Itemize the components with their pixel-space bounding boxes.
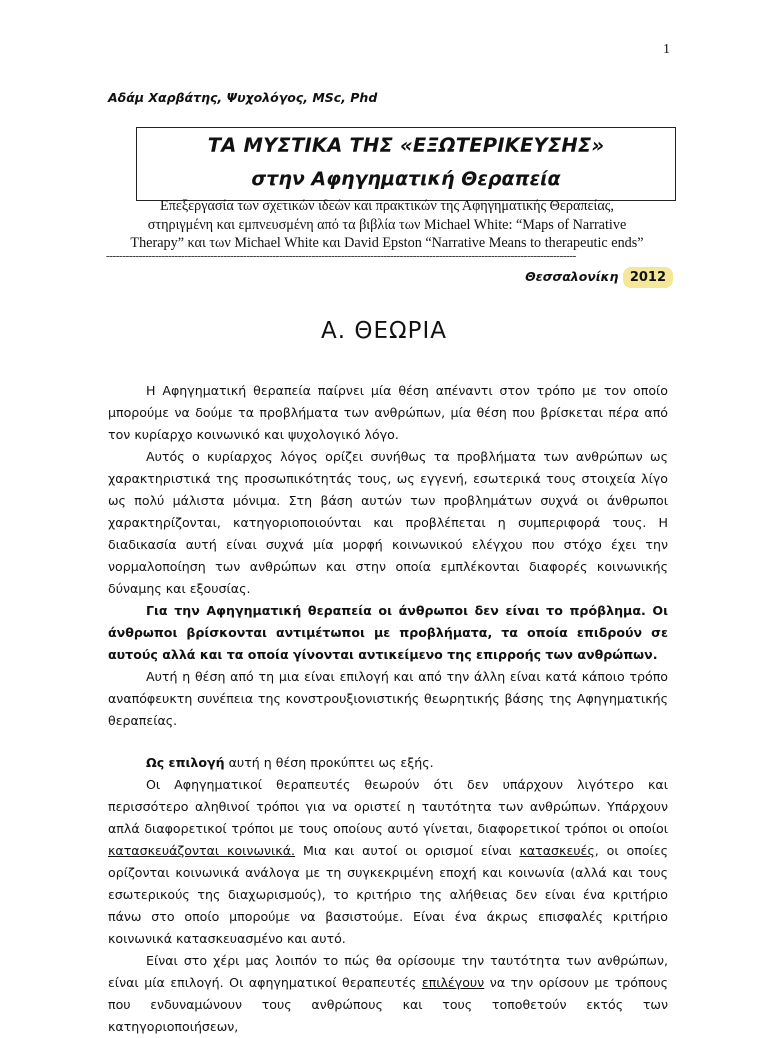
paragraph-1: Η Αφηγηματική θεραπεία παίρνει μία θέση απέναντι στον τρόπο με τον οποίο μπορούμε να δούμε τα προβλήματα των ανθρώπων, μία θέση που βρίσκεται πέρα από τον κυρίαρχο κοινωνικό και ψυχολογικό λόγο. <box>108 383 668 442</box>
paragraph-5-rest: αυτή η θέση προκύπτει ως εξής. <box>224 755 434 770</box>
body-text <box>108 380 668 1038</box>
place-name: Θεσσαλονίκη <box>525 269 619 284</box>
underlined-phrase-2: κατασκευές <box>519 843 595 858</box>
paragraph-4: Αυτή η θέση από τη μια είναι επιλογή και από την άλλη είναι κατά κάποιο τρόπο αναπόφευκτη συνέπεια της κονστρουξιονιστικής θεωρητικής βάσης της Αφηγηματικής θεραπείας. <box>108 669 668 728</box>
paragraph-5 <box>108 752 668 774</box>
paragraph-6 <box>108 774 668 950</box>
highlighted-year: 2012 <box>623 267 673 288</box>
paragraph-6-text-b: Μια και αυτοί οι ορισμοί είναι <box>295 843 520 858</box>
place-date <box>525 269 673 285</box>
paragraph-6-text-a: Οι Αφηγηματικοί θεραπευτές θεωρούν ότι δεν υπάρχουν λιγότερο και περισσότερο αληθινοί τρόποι για να οριστεί η ταυτότητα των ανθρώπων. Υπάρχουν απλά διαφορετικοί τρόποι με τους οποίους αυτό γίνεται, διαφορετικοί τρόποι οι οποίοι <box>108 777 668 836</box>
title-box <box>136 127 676 201</box>
paragraph-2: Αυτός ο κυρίαρχος λόγος ορίζει συνήθως τα προβλήματα των ανθρώπων ως χαρακτηριστικά της προσωπικότητάς τους, ως εγγενή, εσωτερικά τους στοιχεία λίγο ως πολύ μάλιστα μόνιμα. Στη βάση αυτών των προβλημάτων συχνά οι άνθρωποι χαρακτηρίζονται, κατηγοριοποιούνται και προβλέπεται η συμπεριφορά τους. Η διαδικασία αυτή είναι συχνά μία μορφή κοινωνικού ελέγχου που στόχο έχει την νορμαλοποίηση των ανθρώπων και στην οποία εμπλέκονται διαφορές κοινωνικής δύναμης και εξουσίας. <box>108 449 668 596</box>
document-title: ΤΑ ΜΥΣΤΙΚΑ ΤΗΣ «ΕΞΩΤΕΡΙΚΕΥΣΗΣ» <box>207 134 605 157</box>
subtitle-line-2: στηριγμένη και εμπνευσμένη από τα βιβλία των Michael White: “Maps of Narrative <box>147 216 627 233</box>
document-subtitle-title: στην Αφηγηματική Θεραπεία <box>251 168 561 190</box>
paragraph-6-text-c: , οι οποίες ορίζονται κοινωνικά ανάλογα με τη συγκεκριμένη εποχή και κοινωνία (αλλά και τους εσωτερικούς της διαχωρισμούς), το κριτήριο της αλήθειας δεν είναι ένα κριτήριο πάνω στο οποίο μπορούμε να βασιστούμε. Είναι ένα άκρως επισφαλές κριτήριο κοινωνικά κατασκευασμένο και αυτό. <box>108 843 668 946</box>
author-line: Αδάμ Χαρβάτης, Ψυχολόγος, MSc, Phd <box>108 90 378 105</box>
bold-phrase: Ως επιλογή <box>146 755 225 770</box>
subtitle-block <box>104 197 670 253</box>
dashed-separator: ------------------------------------------------------------------------------------------------------------------------------------------------ <box>106 251 576 261</box>
section-heading: Α. ΘΕΩΡΙΑ <box>321 318 447 344</box>
paragraph-gap <box>108 732 668 752</box>
subtitle-line-3: Therapy” και των Michael White και David Epston “Narrative Means to therapeutic ends” <box>130 235 644 251</box>
underlined-phrase-3: επιλέγουν <box>421 975 485 990</box>
underlined-phrase-1: κατασκευάζονται κοινωνικά. <box>108 843 296 858</box>
paragraph-7 <box>108 950 668 1038</box>
page-number: 1 <box>663 42 670 57</box>
paragraph-7-text-b: να την ορίσουν με τρόπους που ενδυναμώνουν τους ανθρώπους και τους τοποθετούν εκτός των κατηγοριοποιήσεων, <box>108 975 668 1034</box>
paragraph-3-bold: Για την Αφηγηματική θεραπεία οι άνθρωποι δεν είναι το πρόβλημα. Οι άνθρωποι βρίσκονται αντιμέτωποι με προβλήματα, τα οποία επιδρούν σε αυτούς αλλά και τα οποία γίνονται αντικείμενο της επιρροής των ανθρώπων. <box>108 603 668 662</box>
paragraph-7-text-a: Είναι στο χέρι μας λοιπόν το πώς θα ορίσουμε την ταυτότητα των ανθρώπων, είναι μία επιλογή. Οι αφηγηματικοί θεραπευτές <box>108 953 668 990</box>
subtitle-line-1: Επεξεργασία των σχετικών ιδεών και πρακτικών της Αφηγηματικής Θεραπείας, <box>160 198 614 214</box>
